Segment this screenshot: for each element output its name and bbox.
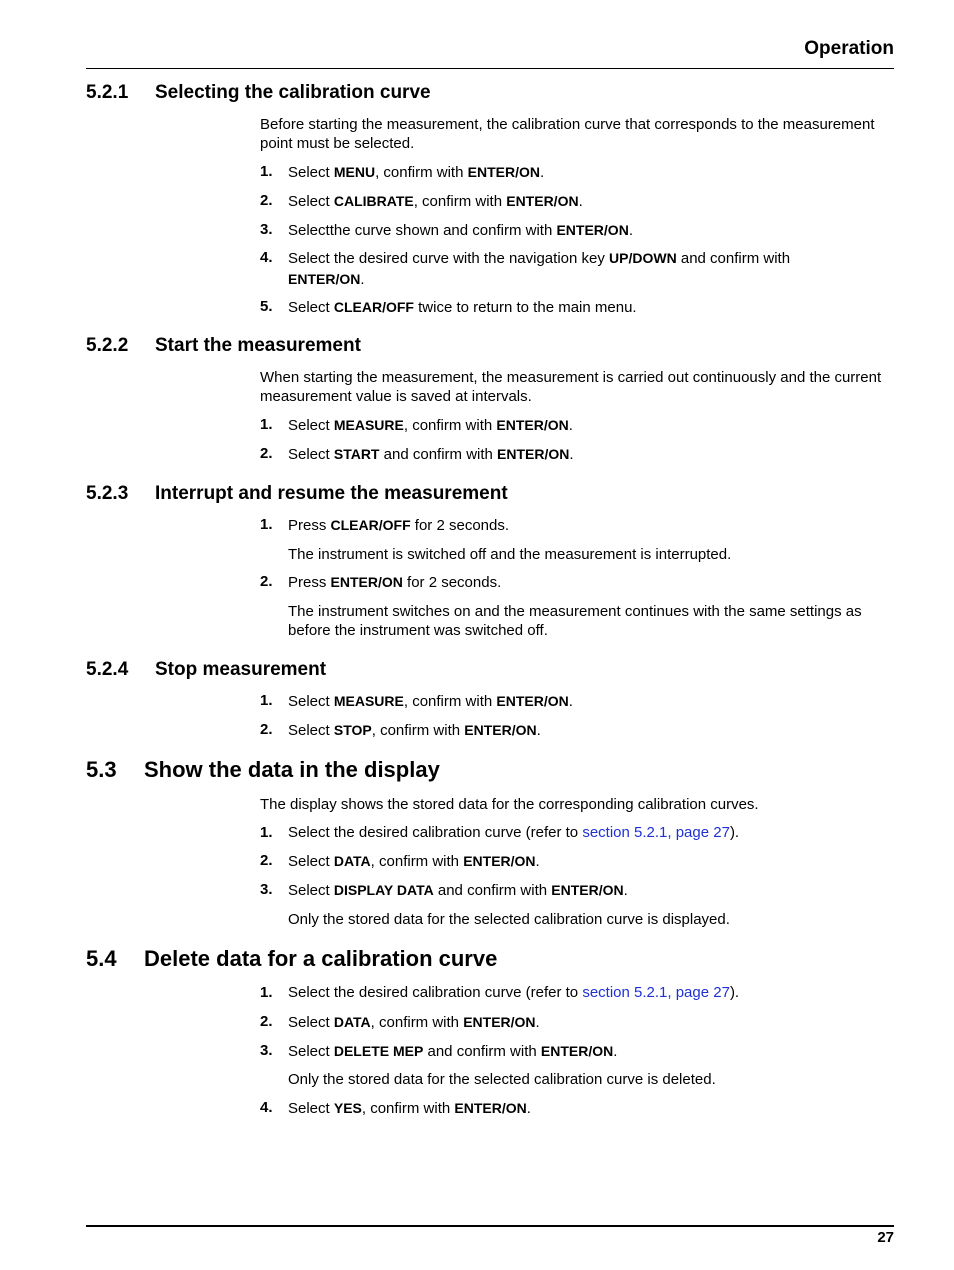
key-label: ENTER/ON xyxy=(506,193,579,209)
heading-5-2-1 xyxy=(86,82,431,104)
key-label: ENTER/ON xyxy=(496,417,569,433)
key-label: ENTER/ON xyxy=(540,1043,614,1059)
step-5-2-3-2: 2. Press ENTER/ON for 2 seconds. xyxy=(260,573,502,591)
heading-5-2-4 xyxy=(86,659,326,681)
step-5-2-3-1: 1. Press CLEAR/OFF for 2 seconds. xyxy=(260,516,510,534)
step-5-2-4-1: 1. Select MEASURE, confirm with ENTER/ON. xyxy=(260,692,573,710)
step-number: 2. xyxy=(260,445,273,462)
key-label: ENTER/ON xyxy=(556,222,629,238)
step-5-2-1-3: 3. Selectthe curve shown and confirm with ENTER/ON. xyxy=(260,221,633,239)
step-number: 1. xyxy=(260,163,273,180)
step-5-2-1-2: 2. Select CALIBRATE, confirm with ENTER/ON. xyxy=(260,192,583,210)
intro-5-2-2: When starting the measurement, the measurement is carried out continuously and the current measurement value is saved at intervals. xyxy=(260,369,882,405)
heading-number: 5.2.3 xyxy=(86,483,129,504)
step-5-4-3: 3. Select DELETE MEP and confirm with ENTER/ON. xyxy=(260,1042,618,1060)
step-number: 4. xyxy=(260,249,273,266)
step-5-2-2-1: 1. Select MEASURE, confirm with ENTER/ON. xyxy=(260,416,573,434)
heading-text: Selecting the calibration curve xyxy=(155,82,431,103)
intro-5-3: The display shows the stored data for the corresponding calibration curves. xyxy=(260,796,759,813)
key-label: CLEAR/OFF xyxy=(333,299,414,315)
step-number: 3. xyxy=(260,221,273,238)
key-label: ENTER/ON xyxy=(463,1014,536,1030)
key-label: ENTER/ON xyxy=(330,574,403,590)
key-label: START xyxy=(333,446,380,462)
key-label: CLEAR/OFF xyxy=(330,517,411,533)
step-note: The instrument switches on and the measurement continues with the same settings as before the instrument was switched off. xyxy=(288,603,862,639)
step-number: 2. xyxy=(260,1013,273,1030)
heading-text: Show the data in the display xyxy=(144,757,440,782)
key-label: ENTER/ON xyxy=(454,1100,527,1116)
step-number: 2. xyxy=(260,192,273,209)
key-label: ENTER/ON xyxy=(551,882,624,898)
heading-number: 5.3 xyxy=(86,757,117,782)
heading-number: 5.4 xyxy=(86,946,117,971)
key-label: DELETE MEP xyxy=(333,1043,424,1059)
step-5-2-1-4: 4. Select the desired curve with the navigation key UP/DOWN and confirm with ENTER/ON. xyxy=(260,249,791,288)
step-note: The instrument is switched off and the measurement is interrupted. xyxy=(288,546,732,563)
key-label: YES xyxy=(333,1100,362,1116)
heading-text: Stop measurement xyxy=(155,659,327,680)
key-label: ENTER/ON xyxy=(496,693,569,709)
step-number: 1. xyxy=(260,692,273,709)
intro-5-2-1: Before starting the measurement, the calibration curve that corresponds to the measurement point must be selected. xyxy=(260,116,875,152)
step-5-3-2: 2. Select DATA, confirm with ENTER/ON. xyxy=(260,852,540,870)
step-number: 2. xyxy=(260,852,273,869)
heading-5-4 xyxy=(86,946,497,972)
heading-5-3 xyxy=(86,757,440,783)
footer-rule xyxy=(86,1225,894,1227)
step-number: 3. xyxy=(260,881,273,898)
key-label: ENTER/ON xyxy=(497,446,570,462)
key-label: MEASURE xyxy=(333,693,404,709)
step-5-4-4: 4. Select YES, confirm with ENTER/ON. xyxy=(260,1099,531,1117)
key-label: UP/DOWN xyxy=(609,250,677,266)
running-header-title: Operation xyxy=(804,38,894,59)
step-number: 1. xyxy=(260,416,273,433)
key-label: ENTER/ON xyxy=(288,271,361,287)
page-number: 27 xyxy=(877,1229,894,1246)
step-5-4-1: 1. Select the desired calibration curve (refer to section 5.2.1, page 27). xyxy=(260,984,740,1001)
heading-text: Delete data for a calibration curve xyxy=(144,946,498,971)
step-5-2-1-1: 1. Select MENU, confirm with ENTER/ON. xyxy=(260,163,545,181)
heading-number: 5.2.4 xyxy=(86,659,129,680)
key-label: STOP xyxy=(333,722,372,738)
heading-text: Start the measurement xyxy=(155,335,361,356)
step-number: 5. xyxy=(260,298,273,315)
section-link[interactable]: section 5.2.1, page 27 xyxy=(582,984,730,1001)
heading-number: 5.2.2 xyxy=(86,335,129,356)
key-label: MEASURE xyxy=(333,417,404,433)
step-number: 3. xyxy=(260,1042,273,1059)
step-5-4-2: 2. Select DATA, confirm with ENTER/ON. xyxy=(260,1013,540,1031)
step-note: Only the stored data for the selected calibration curve is deleted. xyxy=(288,1071,716,1088)
step-number: 1. xyxy=(260,516,273,533)
step-5-3-3: 3. Select DISPLAY DATA and confirm with ENTER/ON. xyxy=(260,881,628,899)
heading-5-2-2 xyxy=(86,335,361,357)
key-label: DATA xyxy=(333,853,371,869)
key-label: CALIBRATE xyxy=(333,193,414,209)
key-label: MENU xyxy=(333,164,376,180)
heading-5-2-3 xyxy=(86,483,508,505)
step-5-2-4-2: 2. Select STOP, confirm with ENTER/ON. xyxy=(260,721,541,739)
step-number: 4. xyxy=(260,1099,273,1116)
heading-text: Interrupt and resume the measurement xyxy=(155,483,508,504)
step-number: 2. xyxy=(260,573,273,590)
key-label: DISPLAY DATA xyxy=(333,882,434,898)
step-number: 1. xyxy=(260,984,273,1001)
step-note: Only the stored data for the selected calibration curve is displayed. xyxy=(288,911,730,928)
step-number: 1. xyxy=(260,824,273,841)
key-label: ENTER/ON xyxy=(463,853,536,869)
key-label: ENTER/ON xyxy=(464,722,537,738)
heading-number: 5.2.1 xyxy=(86,82,129,103)
step-number: 2. xyxy=(260,721,273,738)
step-5-3-1: 1. Select the desired calibration curve (refer to section 5.2.1, page 27). xyxy=(260,824,740,841)
key-label: ENTER/ON xyxy=(467,164,540,180)
header-rule xyxy=(86,68,894,69)
section-link[interactable]: section 5.2.1, page 27 xyxy=(582,824,730,841)
step-5-2-2-2: 2. Select START and confirm with ENTER/ON. xyxy=(260,445,574,463)
step-5-2-1-5: 5. Select CLEAR/OFF twice to return to the main menu. xyxy=(260,298,637,316)
key-label: DATA xyxy=(333,1014,371,1030)
